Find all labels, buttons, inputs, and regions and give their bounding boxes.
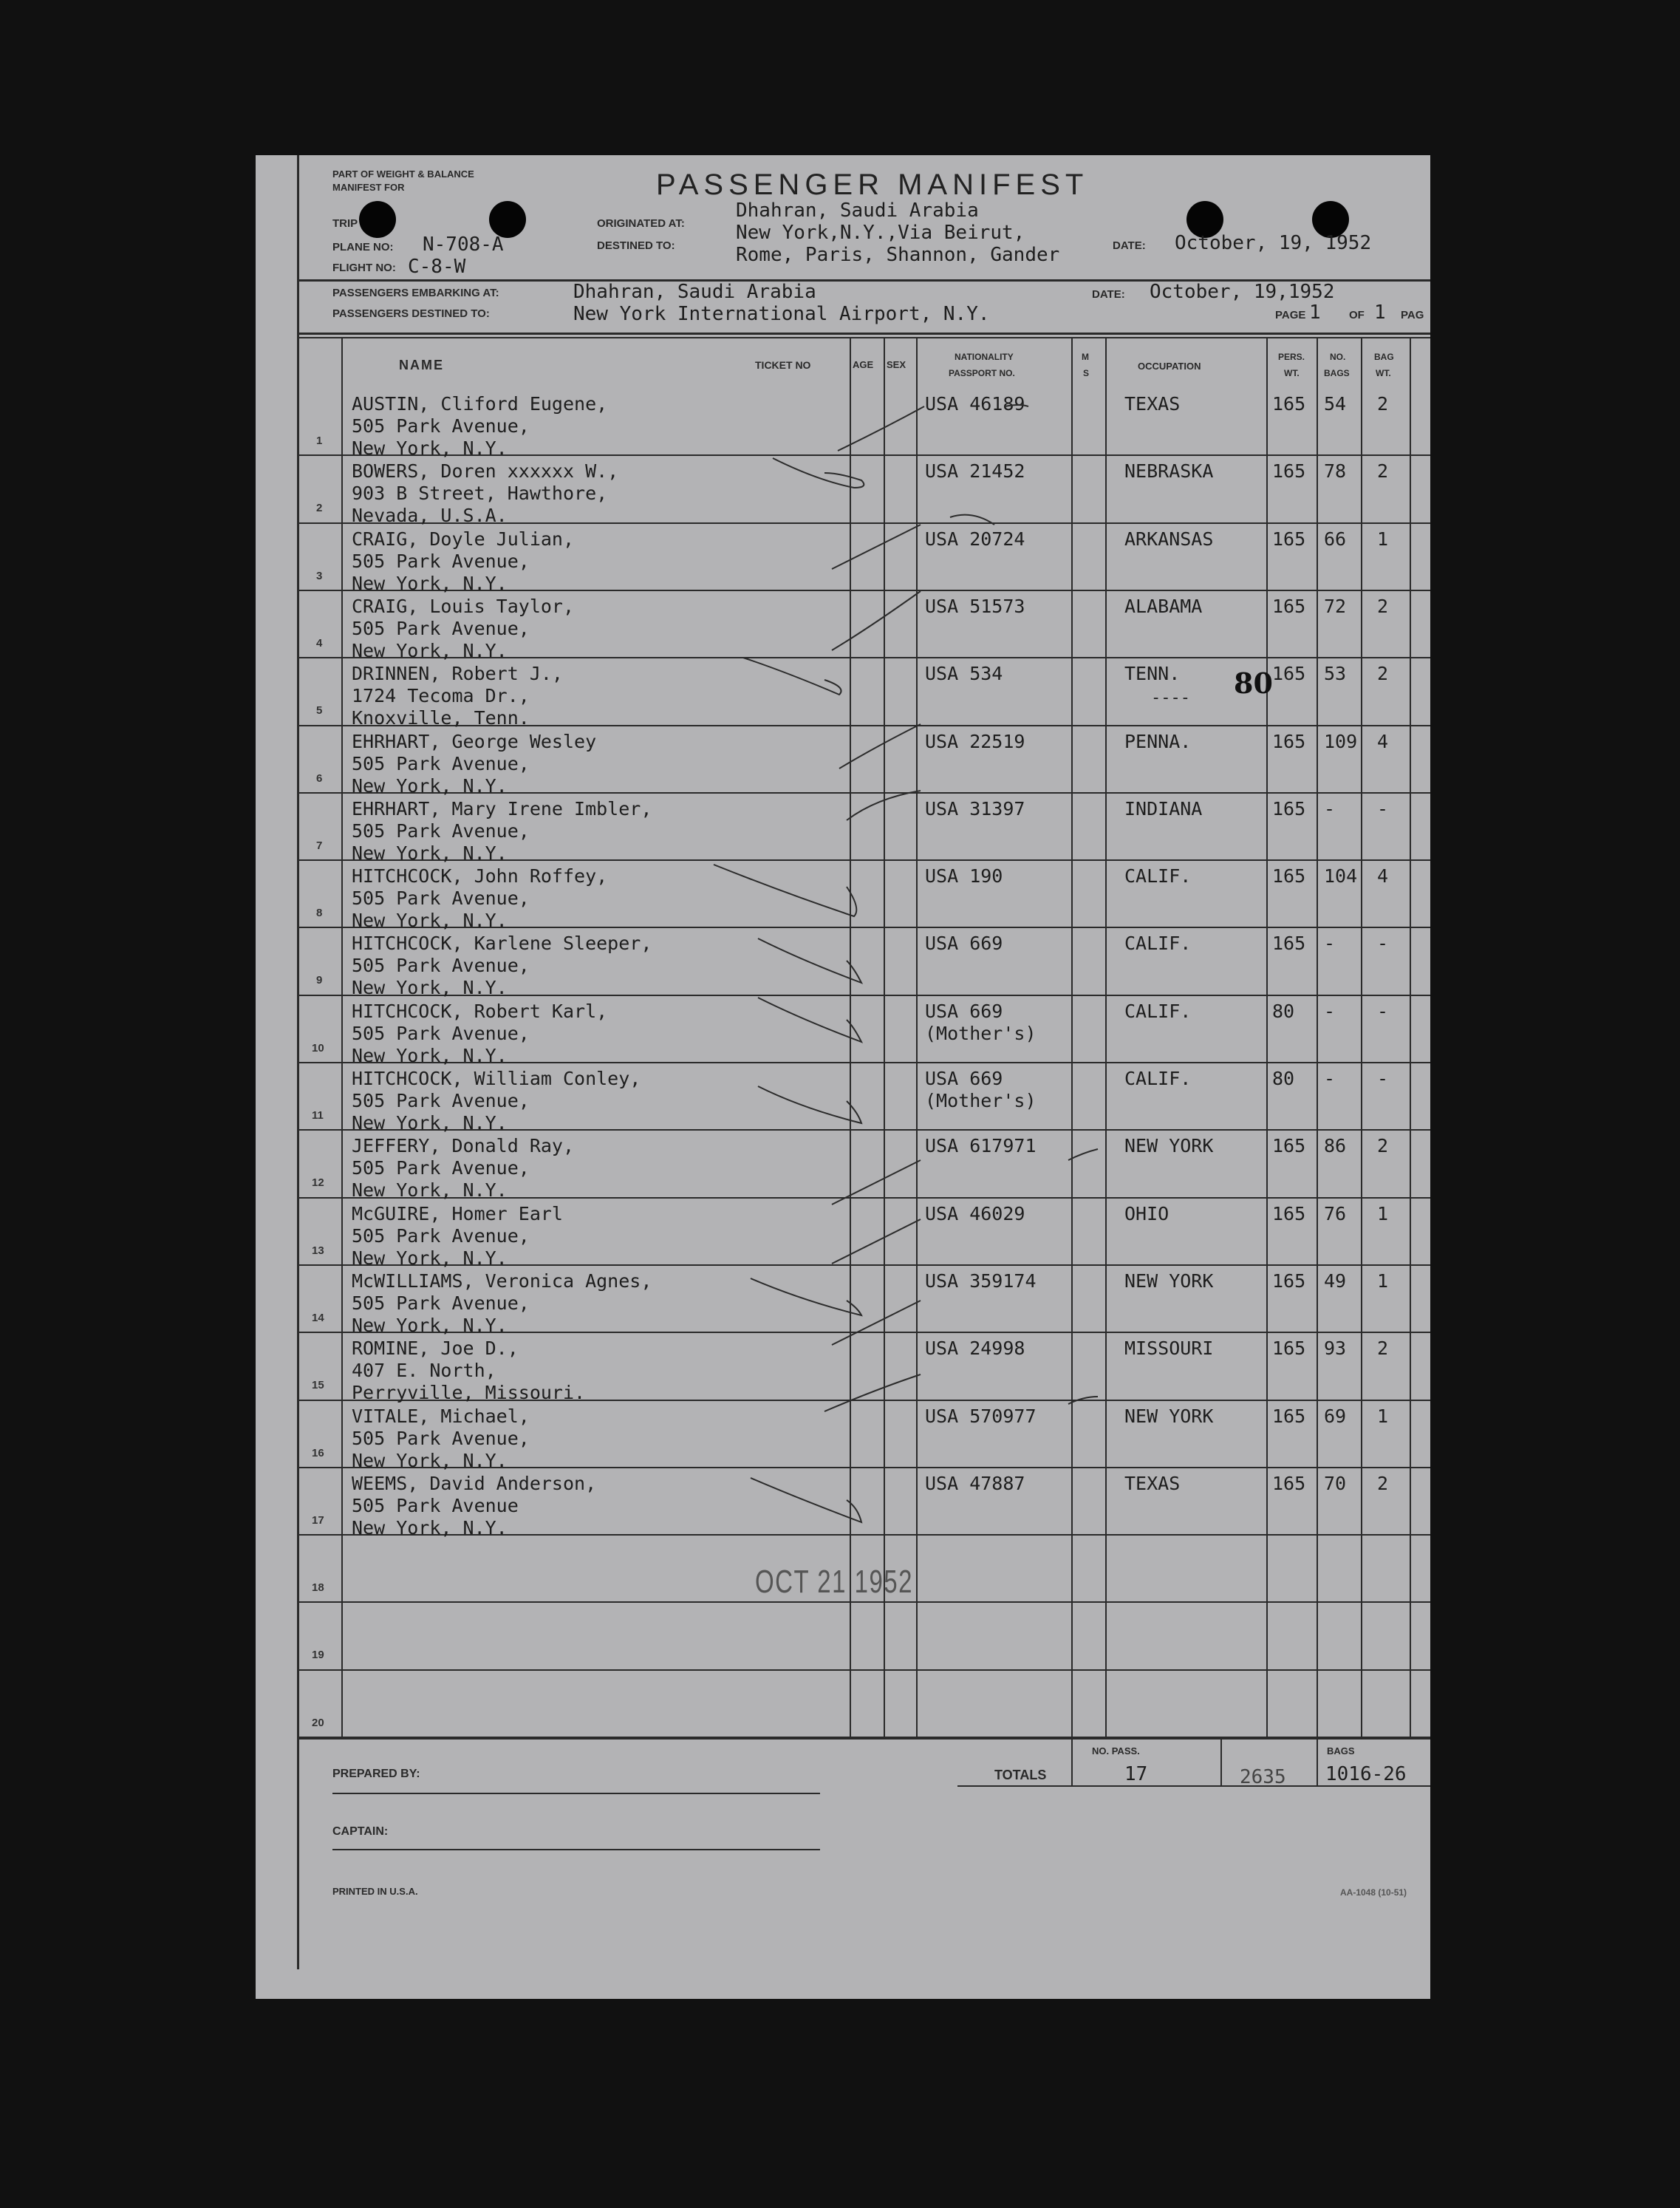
table-cell-l3: New York, N.Y.	[352, 1247, 508, 1269]
table-cell-bw: -	[1377, 1068, 1389, 1089]
table-cell-bw: -	[1377, 1000, 1389, 1022]
embark-date-value: October, 19,1952	[1150, 281, 1335, 303]
table-cell-l3: New York, N.Y.	[352, 639, 508, 661]
row-number: 17	[312, 1513, 324, 1527]
table-cell-pp1: USA 21452	[925, 460, 1025, 483]
table-cell-bags: 53	[1324, 663, 1347, 685]
table-cell-occ: ARKANSAS	[1124, 528, 1214, 550]
table-cell-pp1: USA 617971	[925, 1135, 1037, 1157]
table-cell-wt: 165	[1272, 1338, 1306, 1360]
row-number: 9	[316, 974, 323, 987]
table-cell-occ: INDIANA	[1124, 797, 1203, 820]
table-cell-bags: 54	[1324, 393, 1347, 415]
table-cell-l1: ROMINE, Joe D.,	[352, 1338, 519, 1360]
bags-label: BAGS	[1327, 1745, 1355, 1756]
table-cell-l2: 505 Park Avenue,	[352, 1224, 530, 1247]
table-cell-l3: New York, N.Y.	[352, 1112, 508, 1134]
table-cell-wt: 165	[1272, 865, 1306, 887]
table-cell-l1: CRAIG, Doyle Julian,	[352, 528, 575, 550]
table-cell-l1: JEFFERY, Donald Ray,	[352, 1135, 575, 1157]
table-cell-l2: 505 Park Avenue,	[352, 1090, 530, 1111]
table-cell-wt: 80	[1272, 1000, 1295, 1022]
table-cell-bw: 2	[1377, 393, 1389, 415]
table-cell-bw: 2	[1377, 595, 1389, 617]
table-cell-pp1: USA 570977	[925, 1405, 1037, 1427]
table-cell-bw: -	[1377, 933, 1389, 955]
table-cell-pp1: USA 190	[925, 865, 1003, 887]
col-nationality: NATIONALITY	[955, 352, 1014, 362]
table-cell-occ: TEXAS	[1124, 1472, 1181, 1494]
embark-label: PASSENGERS EMBARKING AT:	[332, 287, 499, 299]
table-cell-occ: TENN.	[1124, 663, 1181, 685]
table-cell-occ: TEXAS	[1124, 393, 1181, 415]
page-label: PAGE	[1275, 309, 1306, 321]
table-cell-l1: WEEMS, David Anderson,	[352, 1472, 597, 1494]
table-cell-pp1: USA 534	[925, 663, 1003, 685]
row-number: 15	[312, 1379, 324, 1392]
table-cell-occ: ALABAMA	[1124, 595, 1203, 617]
table-cell-occ: OHIO	[1124, 1202, 1169, 1224]
table-cell-pp1: USA 669	[925, 1068, 1003, 1089]
of-value: 1	[1374, 301, 1386, 324]
table-cell-l2: 505 Park Avenue,	[352, 752, 530, 774]
table-cell-occ: MISSOURI	[1124, 1338, 1214, 1360]
originated-value: Dhahran, Saudi Arabia	[736, 200, 979, 222]
table-cell-occ: CALIF.	[1124, 933, 1192, 955]
row-number: 13	[312, 1244, 324, 1257]
table-cell-wt: 165	[1272, 460, 1306, 483]
totals-rule	[1317, 1740, 1318, 1787]
signature-line	[332, 1849, 820, 1850]
table-cell-pp1: USA 46029	[925, 1202, 1025, 1224]
no-pass-label: NO. PASS.	[1092, 1745, 1140, 1756]
row-number: 20	[312, 1716, 324, 1729]
table-cell-wt: 165	[1272, 730, 1306, 752]
table-cell-wt: 165	[1272, 1202, 1306, 1224]
table-cell-l1: McGUIRE, Homer Earl	[352, 1202, 563, 1224]
table-cell-bw: 1	[1377, 1405, 1389, 1427]
table-cell-bags: 93	[1324, 1338, 1347, 1360]
row-number: 14	[312, 1311, 324, 1324]
col-name: NAME	[399, 358, 444, 372]
table-cell-l1: HITCHCOCK, Robert Karl,	[352, 1000, 608, 1022]
pag-label: PAG	[1401, 309, 1424, 321]
row-number: 3	[316, 569, 323, 582]
table-cell-l2: 505 Park Avenue,	[352, 955, 530, 977]
table-cell-bw: 2	[1377, 663, 1389, 685]
table-cell-l2: 505 Park Avenue,	[352, 617, 530, 639]
table-cell-l1: McWILLIAMS, Veronica Agnes,	[352, 1270, 652, 1292]
row-number: 2	[316, 502, 323, 515]
table-cell-pp1: USA 24998	[925, 1338, 1025, 1360]
table-cell-l2: 505 Park Avenue	[352, 1494, 519, 1516]
table-cell-l3: New York, N.Y.	[352, 910, 508, 932]
bags-total: 1016-26	[1325, 1763, 1407, 1785]
table-cell-l1: CRAIG, Louis Taylor,	[352, 595, 575, 617]
table-cell-l1: HITCHCOCK, Karlene Sleeper,	[352, 933, 652, 955]
row-number: 12	[312, 1176, 324, 1190]
row-number: 5	[316, 704, 323, 718]
table-cell-pp1: USA 669	[925, 1000, 1003, 1022]
table-cell-l3: Knoxville, Tenn.	[352, 707, 530, 729]
table-cell-wt: 165	[1272, 933, 1306, 955]
divider	[297, 1738, 1430, 1740]
table-cell-l3: New York, N.Y.	[352, 1044, 508, 1066]
col-pers-wt: WT.	[1284, 368, 1300, 378]
table-cell-l1: EHRHART, George Wesley	[352, 730, 597, 752]
table-cell-l1: DRINNEN, Robert J.,	[352, 663, 563, 685]
handwritten-weight: 80	[1234, 667, 1273, 700]
table-cell-bags: 109	[1324, 730, 1358, 752]
weight-total: 2635	[1240, 1766, 1286, 1788]
table-cell-wt: 165	[1272, 393, 1306, 415]
row-number: 10	[312, 1041, 324, 1054]
table-cell-pp1: USA 51573	[925, 595, 1025, 617]
table-cell-l3: New York, N.Y.	[352, 572, 508, 594]
col-bag-wt: BAG	[1374, 352, 1394, 362]
table-cell-pp1: USA 47887	[925, 1472, 1025, 1494]
table-cell-l3: New York, N.Y.	[352, 774, 508, 797]
table-cell-bw: 2	[1377, 1338, 1389, 1360]
table-cell-occ: NEW YORK	[1124, 1270, 1214, 1292]
table-cell-wt: 165	[1272, 595, 1306, 617]
table-cell-l3: Perryville, Missouri.	[352, 1382, 586, 1404]
embark-destined-value: New York International Airport, N.Y.	[573, 303, 990, 325]
col-pers: PERS.	[1278, 352, 1305, 362]
table-cell-bags: 76	[1324, 1202, 1347, 1224]
signature-line	[332, 1793, 820, 1794]
table-cell-bags: -	[1324, 797, 1336, 820]
table-cell-bw: 4	[1377, 730, 1389, 752]
table-cell-bags: 66	[1324, 528, 1347, 550]
col-ms-s: S	[1083, 368, 1090, 378]
table-cell-l1: HITCHCOCK, John Roffey,	[352, 865, 608, 887]
table-cell-occ: NEW YORK	[1124, 1135, 1214, 1157]
table-cell-l2: 505 Park Avenue,	[352, 887, 530, 910]
col-passport: PASSPORT NO.	[949, 368, 1015, 378]
table-cell-occ: CALIF.	[1124, 1068, 1192, 1089]
table-cell-occ: CALIF.	[1124, 1000, 1192, 1022]
table-cell-l2: 505 Park Avenue,	[352, 1427, 530, 1449]
col-bags-no: NO.	[1330, 352, 1346, 362]
page-title: PASSENGER MANIFEST	[656, 168, 1089, 201]
embark-value: Dhahran, Saudi Arabia	[573, 281, 816, 303]
col-sex: SEX	[887, 359, 906, 370]
table-cell-l3: New York, N.Y.	[352, 842, 508, 864]
occupation-dashes: ----	[1151, 689, 1190, 707]
table-cell-l2: 505 Park Avenue,	[352, 820, 530, 842]
table-cell-occ: PENNA.	[1124, 730, 1192, 752]
table-cell-pp1: USA 669	[925, 933, 1003, 955]
prepared-by-label: PREPARED BY:	[332, 1768, 420, 1780]
part-of-label: PART OF WEIGHT & BALANCE	[332, 168, 474, 180]
col-bag-wt-2: WT.	[1376, 368, 1391, 378]
row-number: 19	[312, 1649, 324, 1662]
table-cell-l3: Nevada, U.S.A.	[352, 505, 508, 527]
row-number: 16	[312, 1446, 324, 1459]
table-cell-l2: 505 Park Avenue,	[352, 1022, 530, 1044]
table-cell-l1: BOWERS, Doren xxxxxx W.,	[352, 460, 619, 483]
table-cell-bags: 78	[1324, 460, 1347, 483]
col-age: AGE	[853, 359, 874, 370]
table-cell-bags: 72	[1324, 595, 1347, 617]
table-cell-pp1: USA 46189	[925, 393, 1025, 415]
table-cell-bw: 4	[1377, 865, 1389, 887]
destined-label: DESTINED TO:	[597, 239, 675, 252]
plane-label: PLANE NO:	[332, 241, 394, 253]
table-cell-l3: New York, N.Y.	[352, 437, 508, 459]
table-cell-wt: 165	[1272, 528, 1306, 550]
table-cell-wt: 165	[1272, 663, 1306, 685]
table-cell-bags: 49	[1324, 1270, 1347, 1292]
table-cell-l1: EHRHART, Mary Irene Imbler,	[352, 797, 652, 820]
table-cell-bags: -	[1324, 1068, 1336, 1089]
table-cell-pp1: USA 22519	[925, 730, 1025, 752]
table-cell-bw: 1	[1377, 1202, 1389, 1224]
totals-rule	[1220, 1740, 1222, 1787]
table-cell-wt: 165	[1272, 1405, 1306, 1427]
table-cell-l2: 505 Park Avenue,	[352, 550, 530, 572]
table-cell-occ: NEBRASKA	[1124, 460, 1214, 483]
row-number: 1	[316, 435, 323, 447]
table-cell-pp2: (Mother's)	[925, 1022, 1037, 1044]
destined-value-2: Rome, Paris, Shannon, Gander	[736, 244, 1060, 266]
manifest-for-label: MANIFEST FOR	[332, 182, 405, 193]
table-cell-l3: New York, N.Y.	[352, 1314, 508, 1336]
table-cell-l3: New York, N.Y.	[352, 1449, 508, 1471]
printed-label: PRINTED IN U.S.A.	[332, 1886, 418, 1897]
table-cell-bags: 104	[1324, 865, 1358, 887]
table-cell-l1: VITALE, Michael,	[352, 1405, 530, 1427]
col-bags: BAGS	[1324, 368, 1350, 378]
totals-rule	[1071, 1740, 1073, 1787]
table-cell-bw: 2	[1377, 1472, 1389, 1494]
table-cell-l1: AUSTIN, Cliford Eugene,	[352, 393, 608, 415]
page-value: 1	[1309, 301, 1321, 324]
table-cell-bw: -	[1377, 797, 1389, 820]
table-cell-occ: CALIF.	[1124, 865, 1192, 887]
row-number: 7	[316, 839, 323, 852]
row-number: 6	[316, 771, 323, 785]
form-number: AA-1048 (10-51)	[1340, 1887, 1407, 1898]
flight-value: C-8-W	[408, 256, 466, 278]
date-value: October, 19, 1952	[1175, 232, 1372, 254]
table-cell-occ: NEW YORK	[1124, 1405, 1214, 1427]
col-ms-m: M	[1082, 352, 1089, 362]
row-number: 4	[316, 636, 323, 650]
table-cell-wt: 165	[1272, 1270, 1306, 1292]
table-cell-l2: 505 Park Avenue,	[352, 415, 530, 437]
table-cell-wt: 165	[1272, 1135, 1306, 1157]
trip-label: TRIP	[332, 217, 358, 230]
table-cell-pp1: USA 20724	[925, 528, 1025, 550]
col-ticket: TICKET NO	[755, 359, 811, 371]
table-cell-bw: 1	[1377, 1270, 1389, 1292]
row-number: 11	[312, 1109, 324, 1122]
table-cell-bags: 70	[1324, 1472, 1347, 1494]
totals-label: TOTALS	[994, 1768, 1047, 1782]
table-cell-pp1: USA 31397	[925, 797, 1025, 820]
embark-destined-label: PASSENGERS DESTINED TO:	[332, 307, 490, 320]
table-cell-pp2: (Mother's)	[925, 1090, 1037, 1111]
table-cell-l3: New York, N.Y.	[352, 1179, 508, 1202]
embark-date-label: DATE:	[1092, 288, 1125, 301]
table-cell-pp1: USA 359174	[925, 1270, 1037, 1292]
destined-value-1: New York,N.Y.,Via Beirut,	[736, 222, 1025, 244]
table-cell-l2: 903 B Street, Hawthore,	[352, 483, 608, 505]
table-cell-l1: HITCHCOCK, William Conley,	[352, 1068, 641, 1089]
table-cell-l2: 1724 Tecoma Dr.,	[352, 685, 530, 707]
col-occupation: OCCUPATION	[1138, 361, 1201, 372]
no-pass-value: 17	[1124, 1763, 1148, 1785]
table-cell-wt: 165	[1272, 797, 1306, 820]
row-number: 18	[312, 1581, 324, 1595]
table-cell-bw: 2	[1377, 460, 1389, 483]
table-cell-l3: New York, N.Y.	[352, 977, 508, 999]
manifest-sheet	[256, 155, 1430, 1999]
captain-label: CAPTAIN:	[332, 1825, 389, 1838]
table-cell-l2: 407 E. North,	[352, 1360, 496, 1382]
originated-label: ORIGINATED AT:	[597, 217, 685, 230]
table-cell-bags: 86	[1324, 1135, 1347, 1157]
table-cell-bw: 1	[1377, 528, 1389, 550]
table-cell-l2: 505 Park Avenue,	[352, 1292, 530, 1314]
date-stamp: OCT 21 1952	[755, 1564, 914, 1600]
table-cell-bags: 69	[1324, 1405, 1347, 1427]
of-label: OF	[1349, 309, 1365, 321]
table-cell-wt: 165	[1272, 1472, 1306, 1494]
table-cell-bw: 2	[1377, 1135, 1389, 1157]
date-label: DATE:	[1113, 239, 1146, 252]
plane-value: N-708-A	[423, 234, 504, 256]
flight-label: FLIGHT NO:	[332, 262, 396, 274]
table-cell-l2: 505 Park Avenue,	[352, 1157, 530, 1179]
table-cell-bags: -	[1324, 933, 1336, 955]
table-cell-bags: -	[1324, 1000, 1336, 1022]
totals-line	[957, 1785, 1430, 1787]
table-cell-wt: 80	[1272, 1068, 1295, 1089]
row-number: 8	[316, 907, 323, 920]
pen-check-marks	[256, 155, 1430, 1999]
table-cell-l3: New York, N.Y.	[352, 1516, 508, 1539]
